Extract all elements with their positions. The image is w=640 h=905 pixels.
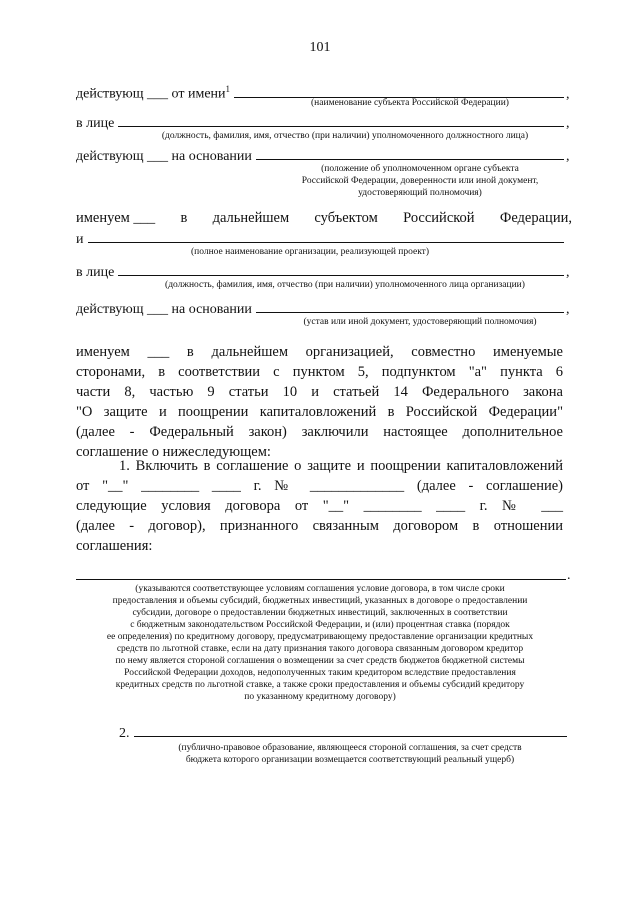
contract-terms-blank[interactable] xyxy=(76,579,566,580)
period: . xyxy=(567,568,571,583)
org-official-name-caption: (должность, фамилия, имя, отчество (при наличии) уполномоченного лица организации) xyxy=(165,280,525,290)
main-paragraph-line: "О защите и поощрении капиталовложений в Российской Федерации" xyxy=(76,404,563,420)
page-number: 101 xyxy=(309,40,331,55)
official-name-caption: (должность, фамилия, имя, отчество (при наличии) уполномоченного должностного лица) xyxy=(161,131,529,141)
main-paragraph-line: именуем ___ в дальнейшем организацией, совместно именуемые xyxy=(76,344,563,360)
region-name-blank[interactable] xyxy=(234,84,564,98)
main-paragraph-line: сторонами, в соответствии с пунктом 5, подпунктом "а" пункта 6 xyxy=(76,364,563,380)
comma: , xyxy=(566,265,570,280)
named-region-line: именуем ___ в дальнейшем субъектом Российской Федерации, xyxy=(76,210,572,226)
comma: , xyxy=(566,116,570,131)
official-name-blank[interactable] xyxy=(118,113,564,127)
main-paragraph-line: (далее - Федеральный закон) заключили настоящее дополнительное xyxy=(76,424,563,440)
main-paragraph-line: соглашение о нижеследующем: xyxy=(76,444,271,460)
acting-basis-label: действующ ___ на основании xyxy=(76,149,252,164)
item-1-line: соглашения: xyxy=(76,538,153,554)
comma: , xyxy=(566,149,570,164)
public-entity-blank[interactable] xyxy=(134,723,568,737)
item-1-line: следующие условия договора от "__" ________ ____ г. № ___ xyxy=(76,498,563,514)
contract-terms-caption: (указываются соответствующее условиям соглашения условие договора, в том числе сроки предоставления и объемы субсидий, бюджетных инвестиций, указанных в договоре о предоставлении субсидии, договоре о предоставлении бюджетных инвестиций, заключенных в соответствии с бюджетным законодательством Российской Федерации, и (или) процентная ставка (порядок ее определения) по кредитному договору, предусматривающему предоставление организации кредитных средств по льготной ставке, если на дату признания такого договора связанным договором кредитор по нему является стороной соглашения о возмещении за счет средств бюджетов бюджетной системы Российской Федерации доходов, недополученных таким кредитором вследствие предоставления кредитных средств по льготной ставке, а также сроки предоставления и объемы субсидий кредитору по указанному кредитному договору) xyxy=(106,584,534,702)
item-1-line: 1. Включить в соглашение о защите и поощрении капиталовложений xyxy=(119,458,563,474)
item-2-line xyxy=(119,723,569,743)
basis-document-blank[interactable] xyxy=(256,146,564,160)
represented-by-label: в лице xyxy=(76,116,115,131)
organization-name-blank[interactable] xyxy=(88,229,565,243)
item-2-label: 2. xyxy=(119,726,130,741)
organization-name-caption: (полное наименование организации, реализующей проект) xyxy=(190,247,429,257)
and-label: и xyxy=(76,232,84,247)
footnote-marker: 1 xyxy=(225,84,231,94)
basis-document-caption: (положение об уполномоченном органе субъекта Российской Федерации, доверенности или иной документ, удостоверяющий полномочия) xyxy=(301,164,539,198)
item-1-line: от "__" ________ ____ г. № _____________ (далее - соглашение) xyxy=(76,478,563,494)
public-entity-caption: (публично-правовое образование, являющееся стороной соглашения, за счет средств бюджета которого организации возмещается соответствующий реальный ущерб) xyxy=(178,743,522,765)
main-paragraph-line: части 8, частью 9 статьи 10 и статьей 14 Федерального закона xyxy=(76,384,563,400)
represented-by-label: в лице xyxy=(76,265,115,280)
org-basis-document-caption: (устав или иной документ, удостоверяющий полномочия) xyxy=(303,317,537,327)
acting-on-behalf-label: действующ ___ от имени xyxy=(76,86,226,102)
comma: , xyxy=(566,302,570,317)
org-official-name-blank[interactable] xyxy=(118,262,564,276)
region-name-caption: (наименование субъекта Российской Федерации) xyxy=(311,98,509,108)
item-1-line: (далее - договор), признанного связанным договором в отношении xyxy=(76,518,563,534)
comma: , xyxy=(566,86,570,102)
acting-basis-label: действующ ___ на основании xyxy=(76,302,252,317)
org-basis-document-blank[interactable] xyxy=(256,299,564,313)
